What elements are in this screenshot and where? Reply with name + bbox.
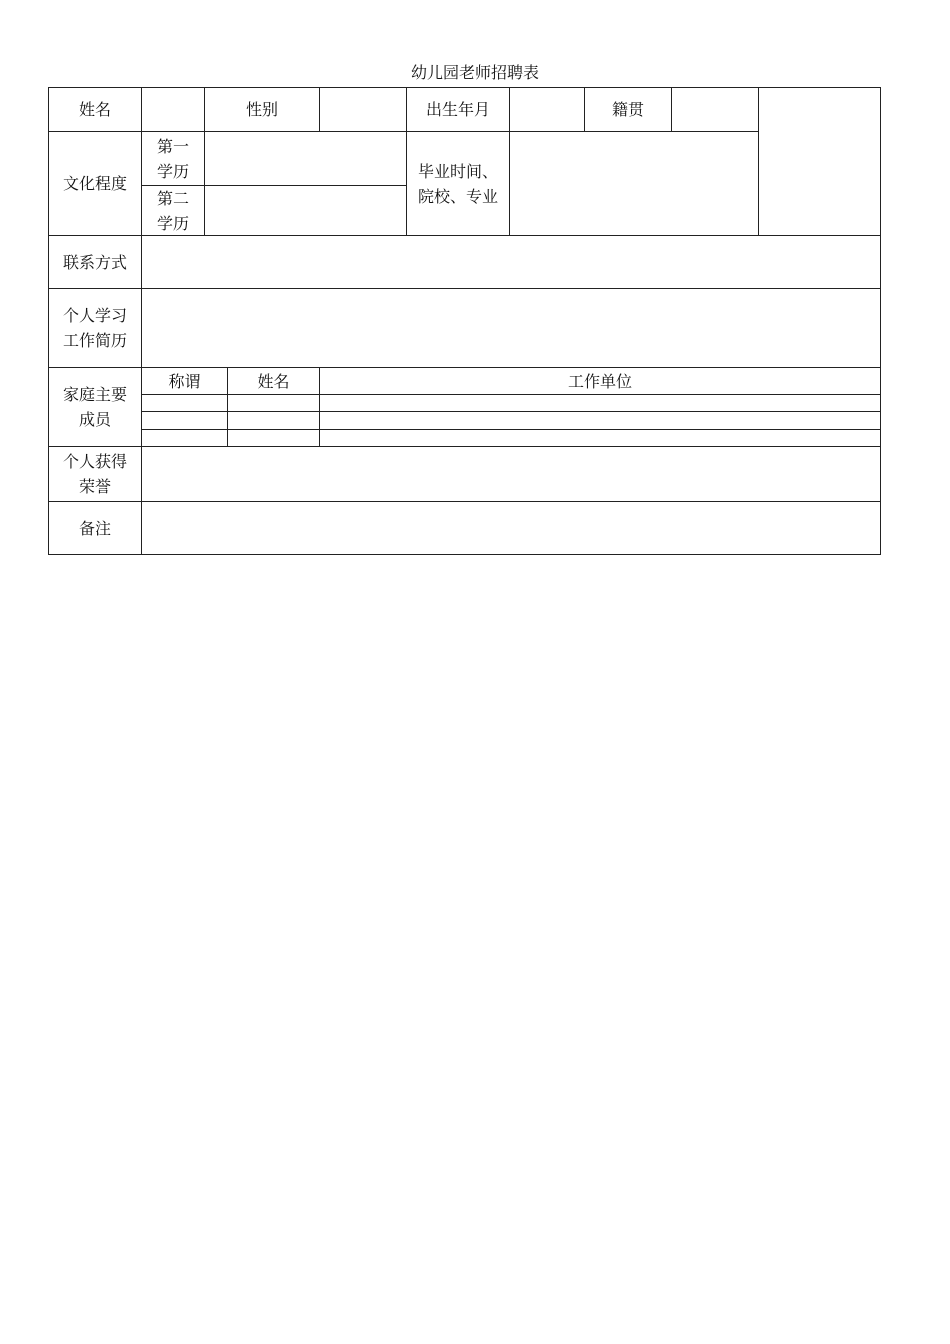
family-relation-cell[interactable] <box>142 430 227 446</box>
family-relation-cell[interactable] <box>142 412 227 429</box>
family-label-line2: 成员 <box>78 410 111 429</box>
graduation-label-line2: 院校、专业 <box>417 186 498 206</box>
table-border-bottom <box>48 554 881 555</box>
family-label-line1: 家庭主要 <box>62 385 127 404</box>
resume-label <box>49 289 141 367</box>
gender-label: 性别 <box>245 100 278 119</box>
family-relation-cell[interactable] <box>142 395 227 411</box>
first-degree-field[interactable] <box>205 132 406 185</box>
family-employer-cell[interactable] <box>320 430 880 446</box>
family-name-header: 姓名 <box>257 371 290 391</box>
remarks-label: 备注 <box>78 518 111 538</box>
contact-label: 联系方式 <box>62 252 127 272</box>
resume-label-line1: 个人学习 <box>62 306 127 325</box>
remarks-field[interactable] <box>142 502 880 554</box>
second-degree-field[interactable] <box>205 186 406 235</box>
education-label: 文化程度 <box>62 174 127 193</box>
family-employer-header: 工作单位 <box>567 371 632 391</box>
honors-field[interactable] <box>142 447 880 501</box>
second-degree-label <box>142 186 204 235</box>
name-field[interactable] <box>142 88 204 131</box>
second-degree-label-line2: 学历 <box>156 213 189 233</box>
honors-label-line2: 荣誉 <box>78 477 111 496</box>
table-border-right <box>880 87 881 555</box>
contact-field[interactable] <box>142 236 880 288</box>
second-degree-label-line1: 第二 <box>156 188 189 208</box>
family-label <box>49 368 141 446</box>
family-relation-header: 称谓 <box>168 371 201 391</box>
family-name-cell[interactable] <box>228 395 319 411</box>
resume-label-line2: 工作简历 <box>62 331 127 350</box>
family-name-cell[interactable] <box>228 430 319 446</box>
graduation-field[interactable] <box>510 132 758 235</box>
birth-label: 出生年月 <box>425 100 490 119</box>
honors-label <box>49 447 141 501</box>
first-degree-label-line1: 第一 <box>156 136 189 156</box>
family-name-cell[interactable] <box>228 412 319 429</box>
family-employer-cell[interactable] <box>320 395 880 411</box>
birth-field[interactable] <box>510 88 584 131</box>
graduation-label-line1: 毕业时间、 <box>417 161 498 181</box>
resume-field[interactable] <box>142 289 880 367</box>
first-degree-label-line2: 学历 <box>156 161 189 181</box>
form-title: 幼儿园老师招聘表 <box>410 63 539 82</box>
name-label: 姓名 <box>78 100 111 119</box>
family-employer-cell[interactable] <box>320 412 880 429</box>
native-place-label: 籍贯 <box>611 100 644 119</box>
honors-label-line1: 个人获得 <box>62 452 127 471</box>
photo-area[interactable] <box>759 88 880 235</box>
graduation-label <box>407 132 509 235</box>
first-degree-label <box>142 132 204 185</box>
native-place-field[interactable] <box>672 88 758 131</box>
gender-field[interactable] <box>320 88 406 131</box>
